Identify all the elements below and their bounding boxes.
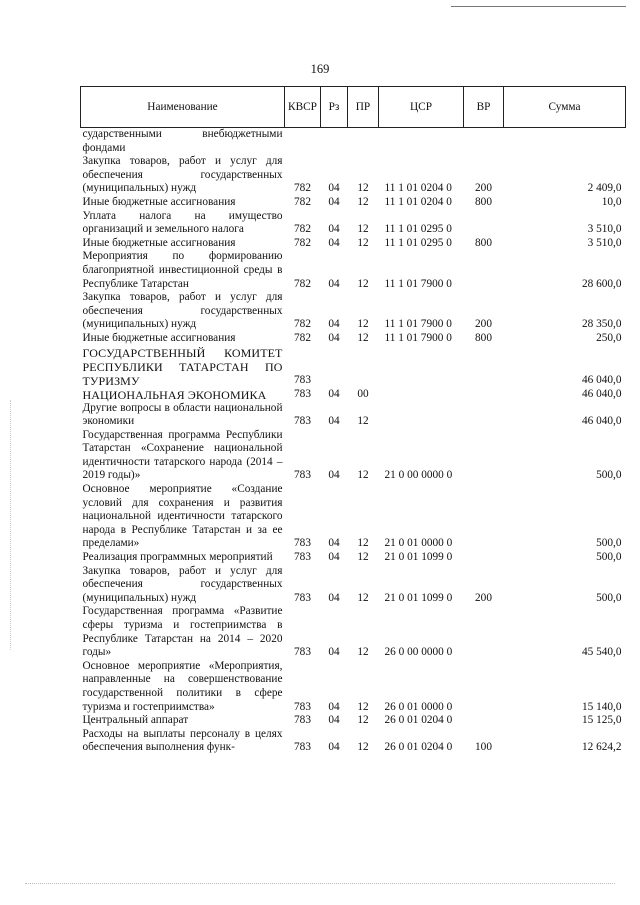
row-kvsr: 782 bbox=[294, 182, 311, 195]
row-kvsr: 783 bbox=[294, 646, 311, 659]
table-row bbox=[81, 210, 626, 237]
row-sum: 3 510,0 bbox=[587, 236, 622, 249]
row-sum: 500,0 bbox=[596, 551, 622, 564]
row-pr: 00 bbox=[357, 387, 369, 400]
header-sum: Сумма bbox=[504, 87, 626, 128]
table-row bbox=[81, 196, 626, 210]
row-kvsr: 782 bbox=[294, 277, 311, 290]
row-csr: 11 1 01 0295 0 bbox=[384, 223, 452, 236]
row-rz: 04 bbox=[328, 741, 340, 754]
row-name: Закупка товаров, работ и услуг для обеспечения государственных (муниципальных) нужд bbox=[82, 155, 283, 195]
row-kvsr: 783 bbox=[294, 551, 311, 564]
row-pr: 12 bbox=[357, 223, 369, 236]
row-sum: 15 140,0 bbox=[581, 700, 622, 713]
table-body bbox=[81, 128, 626, 755]
row-name: Закупка товаров, работ и услуг для обеспечения государственных (муниципальных) нужд bbox=[82, 291, 283, 331]
row-vr: 800 bbox=[475, 331, 492, 344]
row-csr: 26 0 01 0000 0 bbox=[384, 700, 453, 713]
row-kvsr: 783 bbox=[294, 591, 311, 604]
table-row bbox=[81, 660, 626, 714]
row-name: Основное мероприятие «Создание условий для сохранения и развития национальной идентичности татарского народа в Республике Татарстан и за ее пределами» bbox=[82, 483, 283, 550]
row-sum: 15 125,0 bbox=[581, 714, 622, 727]
row-name: Иные бюджетные ассигнования bbox=[82, 195, 236, 208]
table-row bbox=[81, 237, 626, 251]
table-row bbox=[81, 551, 626, 565]
row-kvsr: 783 bbox=[294, 373, 311, 386]
row-name: Расходы на выплаты персоналу в целях обеспечения выполнения функ- bbox=[82, 727, 283, 754]
table-row bbox=[81, 605, 626, 659]
row-rz: 04 bbox=[328, 318, 340, 331]
row-sum: 12 624,2 bbox=[581, 741, 622, 754]
row-pr: 12 bbox=[357, 469, 369, 482]
row-sum bbox=[504, 128, 626, 156]
scan-margin-mark bbox=[10, 400, 11, 650]
row-csr bbox=[379, 402, 464, 429]
row-vr bbox=[464, 483, 504, 551]
row-kvsr: 783 bbox=[294, 469, 311, 482]
row-rz: 04 bbox=[328, 195, 340, 208]
row-name: НАЦИОНАЛЬНАЯ ЭКОНОМИКА bbox=[82, 387, 267, 402]
row-pr: 12 bbox=[357, 551, 369, 564]
row-name: Основное мероприятие «Мероприятия, направленные на совершенствование государственной политики в сфере туризма и гостеприимства» bbox=[82, 659, 283, 713]
row-kvsr: 782 bbox=[294, 223, 311, 236]
row-csr: 11 1 01 7900 0 bbox=[384, 318, 452, 331]
row-csr: 26 0 01 0204 0 bbox=[384, 741, 453, 754]
row-kvsr: 783 bbox=[294, 387, 311, 400]
row-name: Иные бюджетные ассигнования bbox=[82, 236, 236, 249]
row-rz: 04 bbox=[328, 236, 340, 249]
row-sum: 46 040,0 bbox=[581, 387, 622, 400]
table-row bbox=[81, 332, 626, 346]
row-name: Реализация программных мероприятий bbox=[82, 551, 273, 564]
row-sum: 28 600,0 bbox=[581, 277, 622, 290]
row-vr bbox=[464, 402, 504, 429]
row-kvsr: 782 bbox=[294, 331, 311, 344]
row-sum: 46 040,0 bbox=[581, 415, 622, 428]
header-kvsr: КВСР bbox=[285, 87, 321, 128]
row-rz: 04 bbox=[328, 387, 340, 400]
row-sum: 28 350,0 bbox=[581, 318, 622, 331]
row-sum: 2 409,0 bbox=[587, 182, 622, 195]
row-rz: 04 bbox=[328, 591, 340, 604]
row-vr bbox=[464, 660, 504, 714]
row-pr: 12 bbox=[357, 591, 369, 604]
row-rz: 04 bbox=[328, 277, 340, 290]
row-vr bbox=[464, 714, 504, 728]
row-csr: 21 0 00 0000 0 bbox=[384, 469, 453, 482]
table-row bbox=[81, 429, 626, 483]
row-kvsr: 782 bbox=[294, 236, 311, 249]
row-rz bbox=[321, 346, 348, 388]
row-pr: 12 bbox=[357, 331, 369, 344]
top-rule bbox=[451, 6, 626, 7]
row-vr bbox=[464, 551, 504, 565]
row-vr bbox=[464, 128, 504, 156]
row-csr: 21 0 01 1099 0 bbox=[384, 591, 453, 604]
row-csr bbox=[379, 346, 464, 388]
row-kvsr: 782 bbox=[294, 318, 311, 331]
row-vr bbox=[464, 210, 504, 237]
row-vr: 200 bbox=[475, 182, 492, 195]
row-kvsr: 783 bbox=[294, 714, 311, 727]
row-kvsr bbox=[285, 128, 321, 156]
row-rz: 04 bbox=[328, 646, 340, 659]
row-name: Государственная программа Республики Татарстан «Сохранение национальной идентичности татарского народа (2014 – 2019 годы)» bbox=[82, 428, 283, 482]
table-row bbox=[81, 483, 626, 551]
header-vr: ВР bbox=[464, 87, 504, 128]
row-csr: 21 0 01 0000 0 bbox=[384, 537, 453, 550]
row-csr: 26 0 00 0000 0 bbox=[384, 646, 453, 659]
row-pr: 12 bbox=[357, 318, 369, 331]
row-name: ГОСУДАРСТВЕННЫЙ КОМИТЕТ РЕСПУБЛИКИ ТАТАРСТАН ПО ТУРИЗМУ bbox=[82, 345, 283, 388]
row-pr: 12 bbox=[357, 646, 369, 659]
row-kvsr: 783 bbox=[294, 700, 311, 713]
row-vr: 800 bbox=[475, 195, 492, 208]
row-pr: 12 bbox=[357, 714, 369, 727]
row-csr: 11 1 01 0295 0 bbox=[384, 236, 452, 249]
row-pr: 12 bbox=[357, 236, 369, 249]
row-name: Иные бюджетные ассигнования bbox=[82, 331, 236, 344]
table-header-row bbox=[81, 87, 626, 128]
row-rz: 04 bbox=[328, 223, 340, 236]
row-pr bbox=[348, 346, 379, 388]
header-csr: ЦСР bbox=[379, 87, 464, 128]
row-csr: 21 0 01 1099 0 bbox=[384, 551, 453, 564]
row-csr: 11 1 01 7900 0 bbox=[384, 277, 452, 290]
table-row bbox=[81, 565, 626, 606]
row-name: Закупка товаров, работ и услуг для обеспечения государственных (муниципальных) нужд bbox=[82, 564, 283, 604]
row-rz: 04 bbox=[328, 331, 340, 344]
row-vr bbox=[464, 605, 504, 659]
row-pr: 12 bbox=[357, 537, 369, 550]
row-pr: 12 bbox=[357, 195, 369, 208]
row-vr: 200 bbox=[475, 591, 492, 604]
row-name: Государственная программа «Развитие сферы туризма и гостеприимства в Республике Татарстан на 2014 – 2020 годы» bbox=[82, 605, 283, 659]
row-sum: 10,0 bbox=[601, 195, 622, 208]
row-rz: 04 bbox=[328, 551, 340, 564]
row-sum: 45 540,0 bbox=[581, 646, 622, 659]
table-row bbox=[81, 346, 626, 388]
header-pr: ПР bbox=[348, 87, 379, 128]
row-rz: 04 bbox=[328, 700, 340, 713]
row-rz: 04 bbox=[328, 182, 340, 195]
row-sum: 500,0 bbox=[596, 469, 622, 482]
row-rz bbox=[321, 128, 348, 156]
table-row bbox=[81, 388, 626, 402]
row-name: Мероприятия по формированию благоприятной инвестиционной среды в Республике Татарстан bbox=[82, 250, 283, 290]
row-name: сударственными внебюджетными фондами bbox=[82, 128, 283, 154]
row-sum: 500,0 bbox=[596, 591, 622, 604]
row-csr bbox=[379, 128, 464, 156]
row-sum: 3 510,0 bbox=[587, 223, 622, 236]
row-pr: 12 bbox=[357, 277, 369, 290]
row-pr: 12 bbox=[357, 741, 369, 754]
table-row bbox=[81, 728, 626, 755]
row-name: Уплата налога на имущество организаций и земельного налога bbox=[82, 209, 283, 236]
row-rz: 04 bbox=[328, 415, 340, 428]
table-row bbox=[81, 128, 626, 156]
row-name: Центральный аппарат bbox=[82, 714, 189, 727]
row-kvsr: 782 bbox=[294, 195, 311, 208]
table-row bbox=[81, 155, 626, 196]
table-row bbox=[81, 250, 626, 291]
row-csr: 11 1 01 7900 0 bbox=[384, 331, 452, 344]
row-vr: 100 bbox=[475, 741, 492, 754]
page-number: 169 bbox=[310, 62, 330, 76]
header-name: Наименование bbox=[81, 87, 285, 128]
row-csr: 11 1 01 0204 0 bbox=[384, 182, 452, 195]
row-kvsr: 783 bbox=[294, 415, 311, 428]
row-csr: 26 0 01 0204 0 bbox=[384, 714, 453, 727]
row-sum: 250,0 bbox=[596, 331, 622, 344]
row-vr bbox=[464, 388, 504, 402]
row-pr bbox=[348, 128, 379, 156]
row-rz: 04 bbox=[328, 537, 340, 550]
row-kvsr: 783 bbox=[294, 741, 311, 754]
row-csr bbox=[379, 388, 464, 402]
header-rz: Рз bbox=[321, 87, 348, 128]
row-kvsr: 783 bbox=[294, 537, 311, 550]
row-vr bbox=[464, 429, 504, 483]
row-vr bbox=[464, 346, 504, 388]
row-vr: 800 bbox=[475, 236, 492, 249]
row-pr: 12 bbox=[357, 415, 369, 428]
table-row bbox=[81, 291, 626, 332]
budget-table bbox=[80, 86, 626, 755]
table-row bbox=[81, 402, 626, 429]
row-sum: 500,0 bbox=[596, 537, 622, 550]
row-vr: 200 bbox=[475, 318, 492, 331]
row-pr: 12 bbox=[357, 182, 369, 195]
row-csr: 11 1 01 0204 0 bbox=[384, 195, 452, 208]
row-sum: 46 040,0 bbox=[581, 373, 622, 386]
row-rz: 04 bbox=[328, 469, 340, 482]
scan-bottom-mark bbox=[25, 883, 615, 884]
row-vr bbox=[464, 250, 504, 291]
row-name: Другие вопросы в области национальной экономики bbox=[82, 401, 283, 428]
table-row bbox=[81, 714, 626, 728]
row-rz: 04 bbox=[328, 714, 340, 727]
row-pr: 12 bbox=[357, 700, 369, 713]
